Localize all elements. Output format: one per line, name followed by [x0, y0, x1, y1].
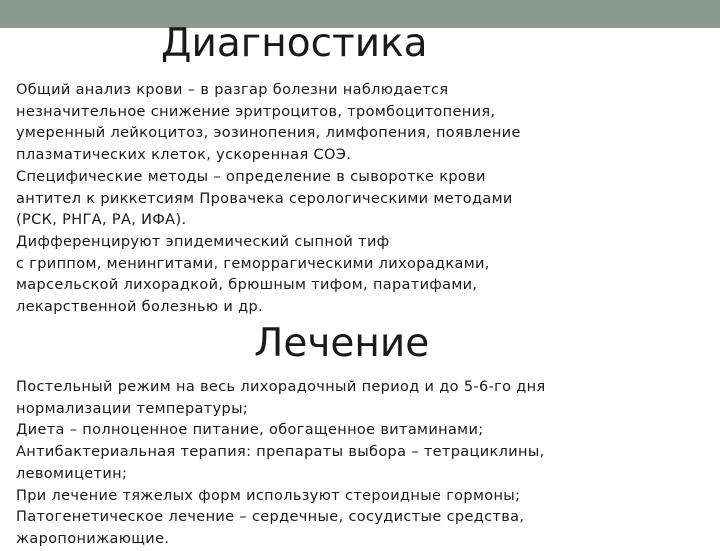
diagnosis-line: марсельской лихорадкой, брюшным тифом, паратифами,	[16, 277, 478, 294]
diagnosis-line: умеренный лейкоцитоз, эозинопения, лимфопения, появление	[16, 125, 521, 142]
diagnosis-title: Диагностика	[161, 21, 428, 66]
diagnosis-line: (РСК, РНГА, РА, ИФА).	[16, 212, 187, 229]
diagnosis-line: Дифференцируют эпидемический сыпной тиф	[16, 233, 390, 250]
treatment-line: Постельный режим на весь лихорадочный период и до 5-6-го дня	[16, 379, 546, 395]
treatment-line: Антибактериальная терапия: препараты выбора – тетрациклины,	[16, 444, 545, 461]
treatment-line: При лечение тяжелых форм используют стероидные гормоны;	[16, 487, 521, 504]
diagnosis-line: Общий анализ крови – в разгар болезни наблюдается	[16, 82, 449, 98]
treatment-line: Патогенетическое лечение – сердечные, сосудистые средства,	[16, 509, 525, 526]
diagnosis-line: антител к риккетсиям Провачека серологическими методами	[16, 190, 513, 207]
diagnosis-line: плазматических клеток, ускоренная СОЭ.	[16, 147, 352, 164]
diagnosis-line: незначительное снижение эритроцитов, тромбоцитопения,	[16, 103, 496, 120]
treatment-line: левомицетин;	[16, 465, 128, 482]
diagnosis-text	[16, 80, 716, 319]
treatment-title: Лечение	[254, 321, 430, 366]
treatment-line: Диета – полноценное питание, обогащенное витаминами;	[16, 422, 484, 439]
treatment-line: жаропонижающие.	[16, 530, 170, 547]
diagnosis-line: с гриппом, менингитами, геморрагическими лихорадками,	[16, 255, 490, 272]
diagnosis-line: лекарственной болезнью и др.	[16, 299, 264, 316]
treatment-text	[16, 377, 716, 551]
diagnosis-line: Специфические методы – определение в сыворотке крови	[16, 168, 486, 185]
treatment-line: нормализации температуры;	[16, 400, 249, 417]
